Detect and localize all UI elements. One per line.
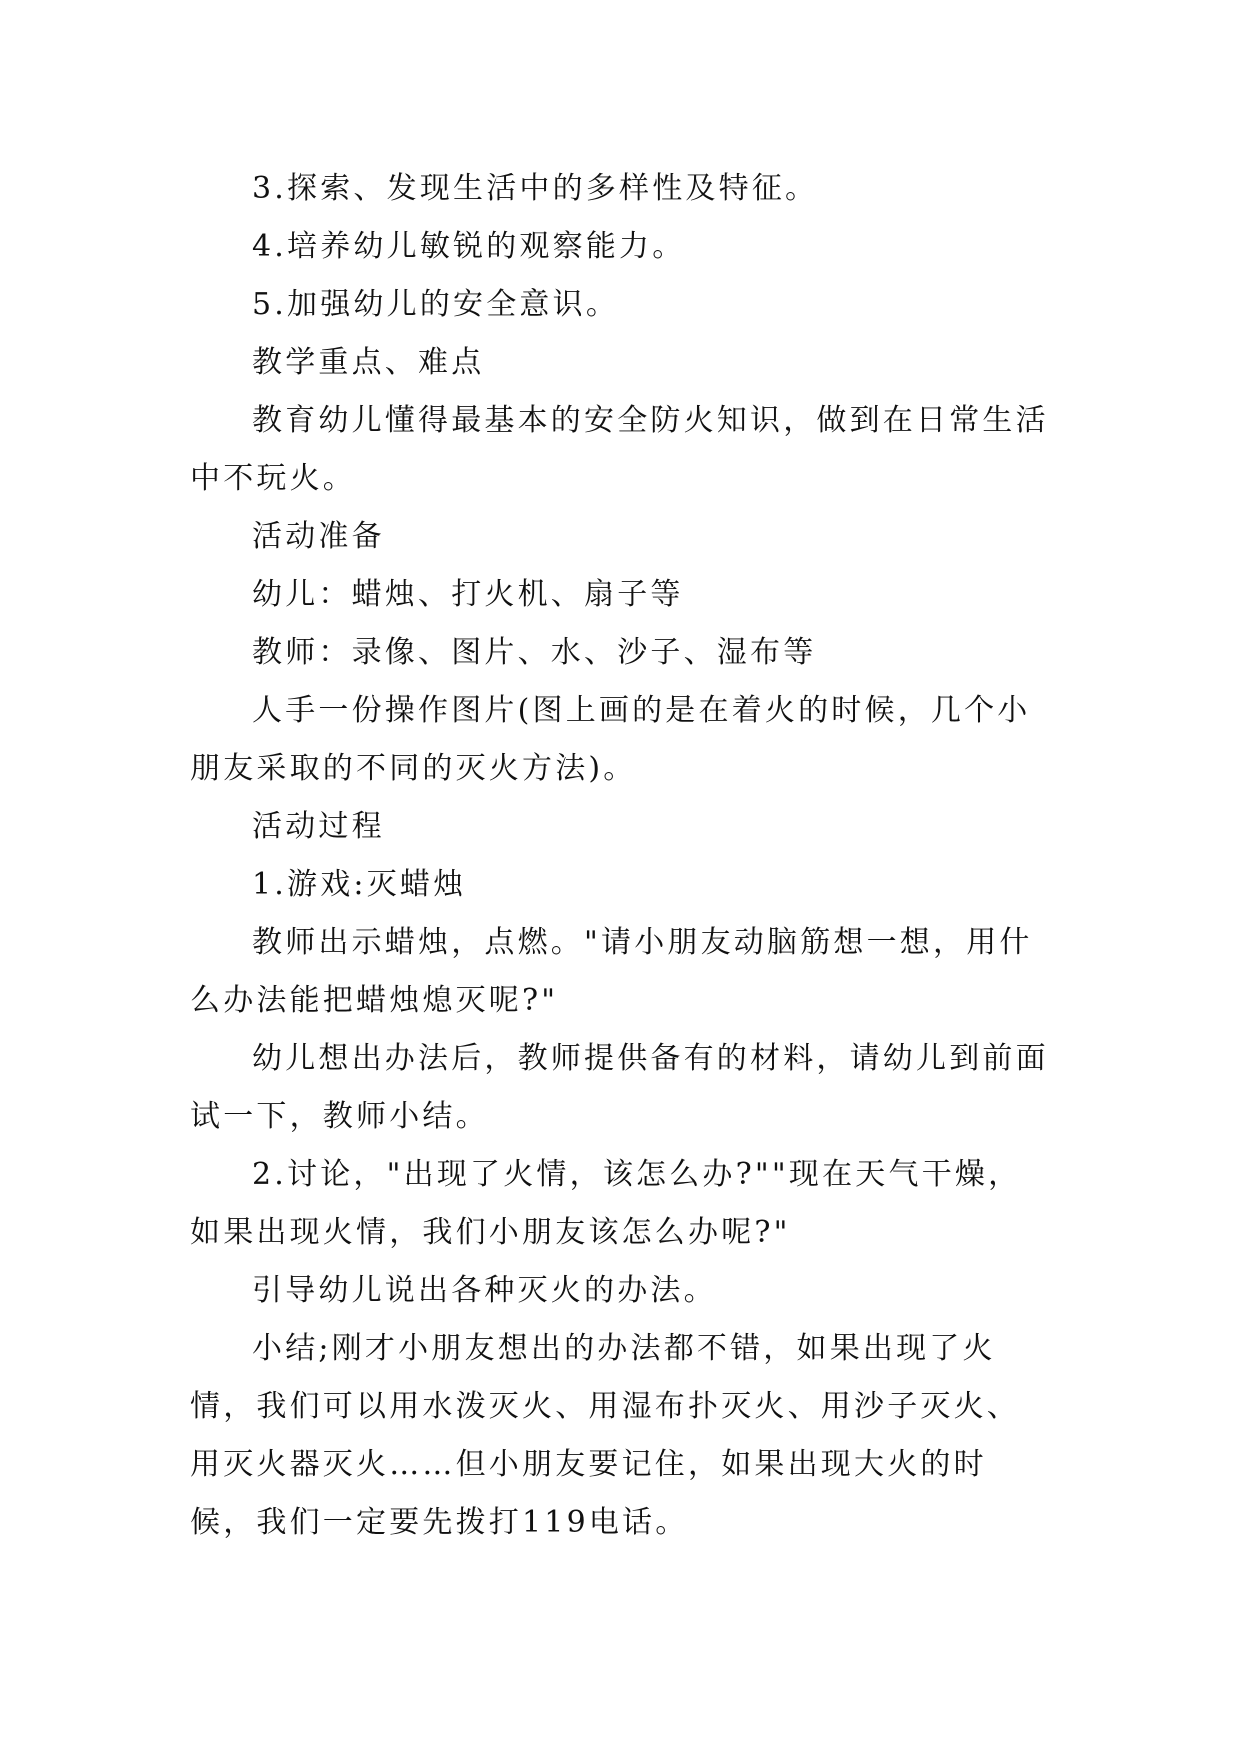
paragraph-goal-4: 4.培养幼儿敏锐的观察能力。 [252, 229, 686, 264]
document-body [190, 160, 1050, 1552]
paragraph-goal-3: 3.探索、发现生活中的多样性及特征。 [252, 171, 819, 206]
paragraph-step-1-children: 幼儿想出办法后，教师提供备有的材料，请幼儿到前面试一下，教师小结。 [190, 1041, 1049, 1134]
paragraph-teacher-materials: 教师：录像、图片、水、沙子、湿布等 [252, 635, 817, 670]
paragraph-step-1-title: 1.游戏:灭蜡烛 [252, 867, 467, 902]
paragraph-step-1-teacher: 教师出示蜡烛，点燃。"请小朋友动脑筋想一想，用什么办法能把蜡烛熄灭呢?" [190, 925, 1033, 1018]
heading-process: 活动过程 [252, 809, 385, 844]
paragraph-children-materials: 幼儿：蜡烛、打火机、扇子等 [252, 577, 684, 612]
paragraph-step-2-discussion: 2.讨论，"出现了火情，该怎么办?""现在天气干燥，如果出现火情，我们小朋友该怎么办呢?" [190, 1157, 1022, 1250]
heading-preparation: 活动准备 [252, 519, 385, 554]
paragraph-summary: 小结;刚才小朋友想出的办法都不错，如果出现了火情，我们可以用水泼灭火、用湿布扑灭火、用沙子灭火、用灭火器灭火……但小朋友要记住，如果出现大火的时候，我们一定要先拨打119电话。 [190, 1331, 1020, 1540]
paragraph-key-points: 教育幼儿懂得最基本的安全防火知识，做到在日常生活中不玩火。 [190, 403, 1049, 496]
paragraph-goal-5: 5.加强幼儿的安全意识。 [252, 287, 620, 322]
paragraph-step-2-guidance: 引导幼儿说出各种灭火的办法。 [252, 1273, 717, 1308]
heading-key-points: 教学重点、难点 [252, 345, 485, 380]
paragraph-picture-cards: 人手一份操作图片(图上画的是在着火的时候，几个小朋友采取的不同的灭火方法)。 [190, 693, 1031, 786]
